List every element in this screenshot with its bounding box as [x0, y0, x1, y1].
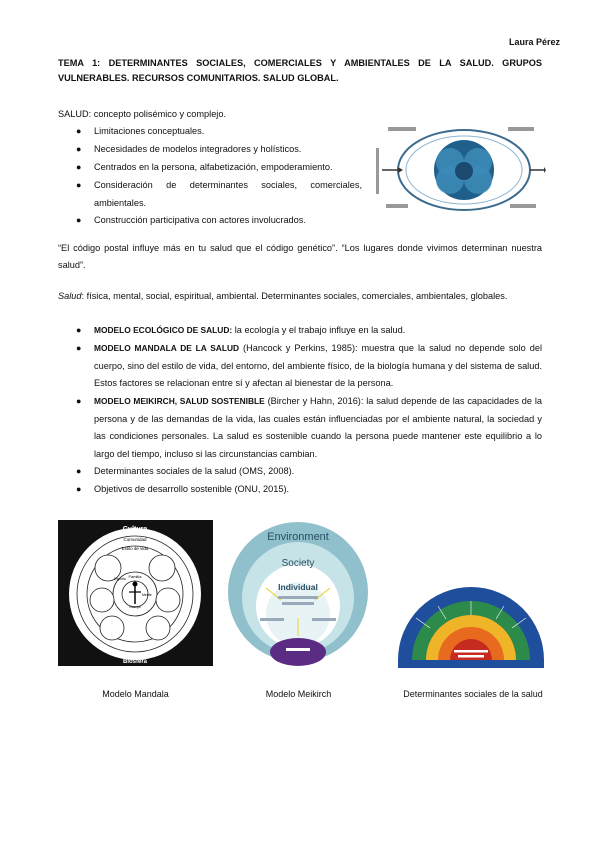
- mandala-label-biosfera: Biosfera: [122, 659, 148, 665]
- model-item: ● MODELO MANDALA DE LA SALUD (Hancock y Perkins, 1985): muestra que la salud no depende solo del cuerpo, sino del estilo de vida, del entorno, del ambiente físico, de la biología humana y del sistema de salud. Estos factores se relacionan entre sí y afectan al bienestar de la persona.: [76, 343, 542, 388]
- salud-intro: SALUD: concepto polisémico y complejo.: [58, 109, 227, 119]
- ecological-model-figure: [376, 122, 546, 217]
- salud-def-text: : física, mental, social, espiritual, ambiental. Determinantes sociales, comerciales, ambientales, globales.: [81, 291, 508, 301]
- meikirch-figure: [226, 518, 371, 668]
- mandala-figure: [58, 520, 213, 666]
- model-item: ● MODELO ECOLÓGICO DE SALUD: la ecología y el trabajo influye en la salud.: [76, 325, 406, 335]
- salud-bullet: ● Necesidades de modelos integradores y holísticos.: [76, 144, 302, 154]
- salud-bullet: ● Construcción participativa con actores involucrados.: [76, 215, 306, 225]
- quote-text: “El código postal influye más en tu salud que el código genético”. “Los lugares donde vivimos determinan nuestra salud”.: [58, 243, 542, 270]
- mandala-label-espiritu: Espíritu: [114, 577, 126, 581]
- salud-definition: [58, 288, 542, 305]
- page-title: TEMA 1: DETERMINANTES SOCIALES, COMERCIALES Y AMBIENTALES DE LA SALUD. GRUPOS VULNERABLES. RECURSOS COMUNITARIOS. SALUD GLOBAL.: [58, 58, 542, 83]
- salud-bullet: ● Centrados en la persona, alfabetización, empoderamiento.: [76, 162, 333, 172]
- caption-meikirch: Modelo Meikirch: [265, 689, 332, 699]
- mandala-label-cultura: Cultura: [122, 526, 148, 533]
- salud-bullet: ● Limitaciones conceptuales.: [76, 126, 205, 136]
- salud-bullet: ● Consideración de determinantes sociales, comerciales, ambientales.: [76, 180, 362, 208]
- mandala-label-familia: Familia: [128, 574, 142, 579]
- meikirch-label-environment: Environment: [267, 531, 329, 543]
- caption-mandala: Modelo Mandala: [102, 689, 169, 699]
- mandala-label-comunidad: Comunidad: [123, 537, 147, 542]
- model-item: ● MODELO MEIKIRCH, SALUD SOSTENIBLE (Bircher y Hahn, 2016): la salud depende de las capacidades de la persona y de las demandas de la vida, las cuales están influenciadas por el ambiente natural, la sociedad y las condiciones personales. La salud es sostenible cuando la persona puede mantener este equilibrio a lo largo del tiempo, incluso si las circunstancias cambian.: [76, 396, 542, 459]
- meikirch-label-society: Society: [281, 558, 315, 569]
- model-item: ● Determinantes sociales de la salud (OMS, 2008).: [76, 466, 295, 476]
- salud-term: Salud: [58, 291, 82, 301]
- caption-determinantes: Determinantes sociales de la salud: [403, 689, 543, 699]
- determinantes-figure: [396, 520, 546, 668]
- model-item: ● Objetivos de desarrollo sostenible (ONU, 2015).: [76, 484, 290, 494]
- mandala-label-cuerpo: Cuerpo: [129, 605, 141, 609]
- author-name: Laura Pérez: [508, 37, 560, 47]
- mandala-label-estilo: Estilo de vida: [121, 546, 149, 551]
- mandala-label-mente: Mente: [142, 593, 152, 597]
- meikirch-label-individual: Individual: [278, 582, 318, 592]
